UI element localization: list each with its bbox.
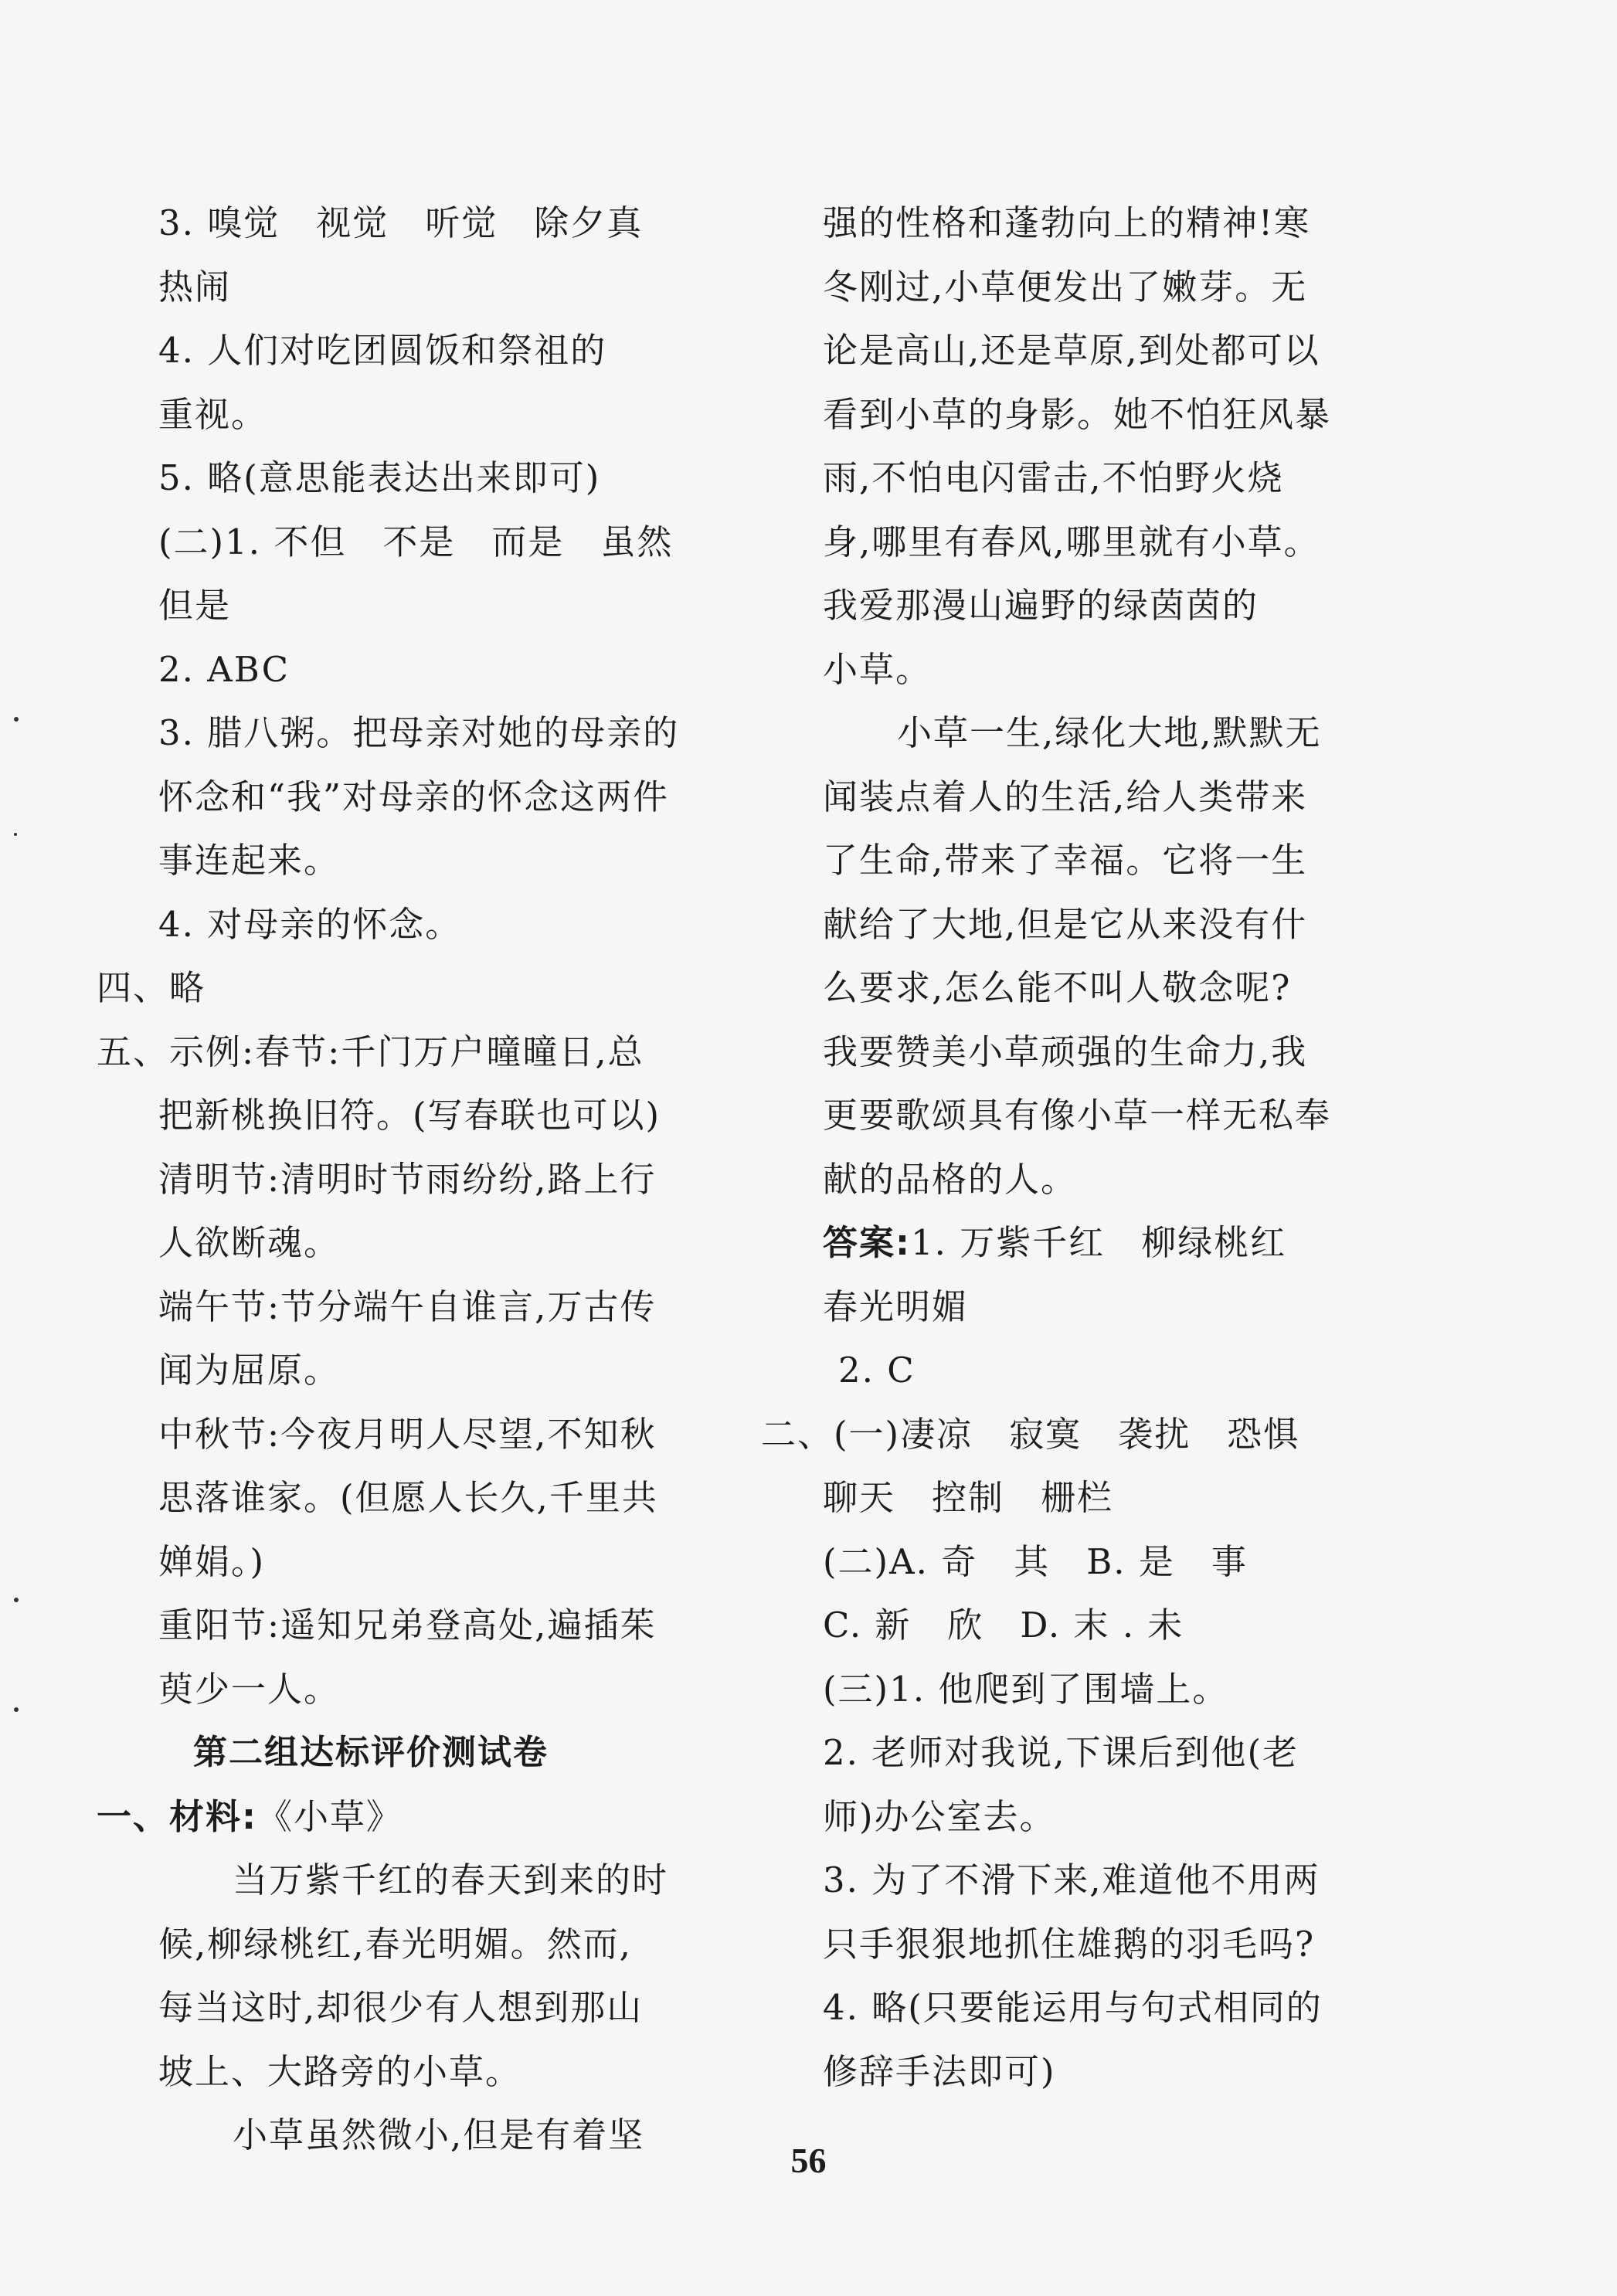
passage-line: 献的品格的人。 xyxy=(823,1158,1078,1200)
left-column xyxy=(97,192,684,2168)
scan-speck xyxy=(14,833,17,836)
passage-line: 我要赞美小草顽强的生命力,我 xyxy=(823,1031,1308,1072)
answer-line: (二)1. 不但 不是 而是 虽然 xyxy=(158,521,674,562)
passage-line: 候,柳绿桃红,春光明媚。然而, xyxy=(158,1923,632,1965)
answer-line: 怀念和“我”对母亲的怀念这两件 xyxy=(158,776,670,817)
passage-line: 强的性格和蓬勃向上的精神!寒 xyxy=(823,202,1311,243)
answer-line: 二、(一)凄凉 寂寞 袭扰 恐惧 xyxy=(761,1413,1300,1455)
passage-line: 闻装点着人的生活,给人类带来 xyxy=(823,776,1308,817)
answer-line: (三)1. 他爬到了围墙上。 xyxy=(823,1668,1229,1710)
answer-line: 事连起来。 xyxy=(158,840,341,881)
answer-line: 清明节:清明时节雨纷纷,路上行 xyxy=(158,1158,657,1200)
answer-line: 端午节:节分端午自谁言,万古传 xyxy=(158,1286,657,1327)
passage-line: 小草虽然微小,但是有着坚 xyxy=(233,2114,645,2155)
passage-line: 么要求,怎么能不叫人敬念呢? xyxy=(823,967,1292,1008)
answer-line: 2. ABC xyxy=(158,648,290,690)
material-label: 一、材料: xyxy=(97,1795,257,1837)
passage-line: 当万紫千红的春天到来的时 xyxy=(233,1860,669,1900)
answer-line: 修辞手法即可) xyxy=(823,2050,1056,2092)
passage-line: 献给了大地,但是它从来没有什 xyxy=(823,903,1308,945)
answer-line: 把新桃换旧符。(写春联也可以) xyxy=(158,1095,661,1136)
answer-line: 3. 腊八粥。把母亲对她的母亲的 xyxy=(158,712,680,753)
answer-line: 师)办公室去。 xyxy=(823,1795,1056,1837)
material-title: 《小草》 xyxy=(257,1795,403,1837)
answer-line: 闻为屈原。 xyxy=(158,1350,341,1391)
answer-line: 只手狠狠地抓住雄鹅的羽毛吗? xyxy=(823,1923,1316,1965)
page-number: 56 xyxy=(790,2141,827,2180)
answer-line: 4. 人们对吃团圆饭和祭祖的 xyxy=(158,330,607,371)
answer-line: 2. 老师对我说,下课后到他(老 xyxy=(823,1732,1299,1773)
answer-line: 1. 万紫千红 柳绿桃红 xyxy=(911,1222,1287,1263)
passage-line: 每当这时,却很少有人想到那山 xyxy=(158,1987,644,2028)
scan-speck xyxy=(14,1707,19,1712)
answer-label: 答案: xyxy=(823,1222,911,1263)
answer-line: 萸少一人。 xyxy=(158,1668,341,1710)
answer-line: 热闹 xyxy=(158,266,232,307)
answer-line: 春光明媚 xyxy=(823,1286,969,1327)
passage-line: 身,哪里有春风,哪里就有小草。 xyxy=(823,521,1320,562)
answer-line: 聊天 控制 栅栏 xyxy=(823,1477,1114,1518)
answer-line: 但是 xyxy=(158,585,232,626)
answer-line: 2. C xyxy=(838,1350,916,1391)
passage-line: 看到小草的身影。她不怕狂风暴 xyxy=(823,393,1332,435)
passage-line: 小草。 xyxy=(823,648,932,690)
section-title: 第二组达标评价测试卷 xyxy=(193,1733,549,1772)
answer-line: 思落谁家。(但愿人长久,千里共 xyxy=(158,1477,658,1518)
passage-line: 我爱那漫山遍野的绿茵茵的 xyxy=(823,585,1259,626)
answer-line: (二)A. 奇 其 B. 是 事 xyxy=(823,1540,1248,1582)
answer-line: 3. 为了不滑下来,难道他不用两 xyxy=(823,1860,1320,1900)
answer-line: C. 新 欣 D. 末 . 未 xyxy=(823,1605,1184,1646)
answer-line: 4. 对母亲的怀念。 xyxy=(158,903,462,945)
passage-line: 雨,不怕电闪雷击,不怕野火烧 xyxy=(823,457,1284,498)
right-column xyxy=(761,192,1379,2104)
passage-line: 坡上、大路旁的小草。 xyxy=(158,2050,522,2092)
answer-line: 重阳节:遥知兄弟登高处,遍插茱 xyxy=(158,1605,657,1646)
answer-line: 五、示例:春节:千门万户曈曈日,总 xyxy=(97,1031,644,1072)
passage-line: 冬刚过,小草便发出了嫩芽。无 xyxy=(823,266,1308,307)
answer-line: 3. 嗅觉 视觉 听觉 除夕真 xyxy=(158,202,644,243)
scan-speck xyxy=(14,717,19,722)
passage-line: 小草一生,绿化大地,默默无 xyxy=(897,712,1322,753)
passage-line: 更要歌颂具有像小草一样无私奉 xyxy=(823,1095,1332,1136)
passage-line: 了生命,带来了幸福。它将一生 xyxy=(823,840,1308,881)
answer-line: 4. 略(只要能运用与句式相同的 xyxy=(823,1987,1323,2028)
answer-line: 婵娟。) xyxy=(158,1540,266,1582)
passage-line: 论是高山,还是草原,到处都可以 xyxy=(823,330,1320,371)
answer-line: 人欲断魂。 xyxy=(158,1222,341,1263)
answer-line: 5. 略(意思能表达出来即可) xyxy=(158,457,601,498)
answer-line: 四、略 xyxy=(97,967,206,1008)
answer-line: 重视。 xyxy=(158,393,268,435)
material-heading xyxy=(97,1785,684,1849)
answer-line: 中秋节:今夜月明人尽望,不知秋 xyxy=(158,1413,657,1455)
scan-speck xyxy=(14,1598,19,1602)
answer-heading xyxy=(823,1211,1379,1275)
